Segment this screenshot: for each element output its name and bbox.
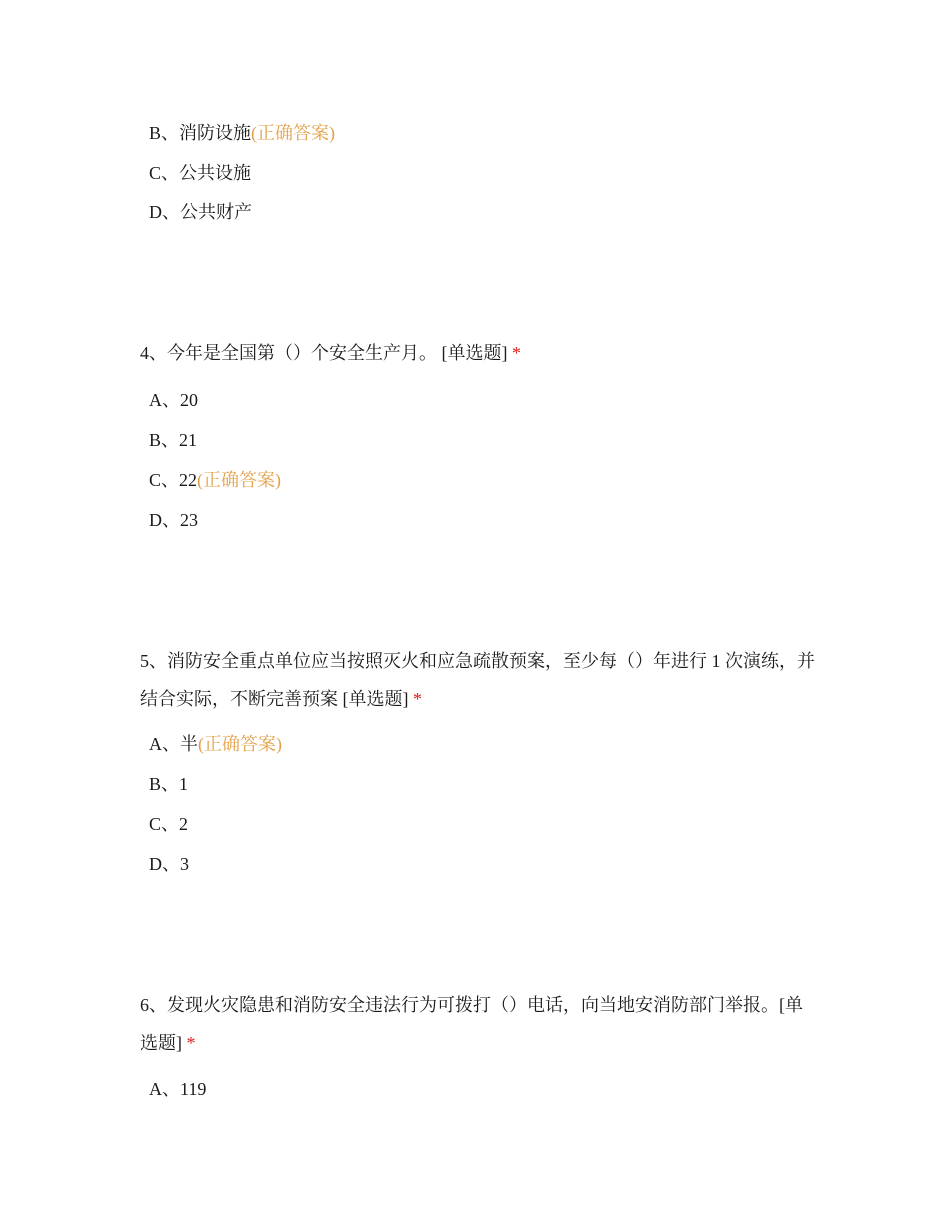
correct-answer-tag: (正确答案) xyxy=(251,123,336,143)
option-text: C、公共设施 xyxy=(149,163,252,183)
option-text: C、2 xyxy=(149,814,189,834)
option-text: B、1 xyxy=(149,774,189,794)
option-q3-d[interactable] xyxy=(149,200,252,224)
question-4-title xyxy=(140,334,820,372)
option-text: A、20 xyxy=(149,390,198,410)
question-text: 6、发现火灾隐患和消防安全违法行为可拨打（）电话，向当地安消防部门举报。[单选题] xyxy=(140,995,803,1053)
required-mark: * xyxy=(512,343,521,363)
correct-answer-tag: (正确答案) xyxy=(197,470,282,490)
correct-answer-tag: (正确答案) xyxy=(198,734,282,754)
option-q4-a[interactable] xyxy=(149,388,198,412)
option-text: D、23 xyxy=(149,510,198,530)
option-q5-d[interactable] xyxy=(149,852,189,876)
question-5-title xyxy=(140,642,820,718)
option-q4-d[interactable] xyxy=(149,508,198,532)
question-text: 5、消防安全重点单位应当按照灭火和应急疏散预案，至少每（）年进行 1 次演练，并结合实际，不断完善预案 [单选题] xyxy=(140,651,815,709)
question-6-title xyxy=(140,986,820,1062)
option-q4-c[interactable] xyxy=(149,468,281,492)
option-q5-a[interactable] xyxy=(149,732,282,756)
option-q6-a[interactable] xyxy=(149,1077,206,1101)
option-text: B、21 xyxy=(149,430,198,450)
option-text: A、119 xyxy=(149,1079,207,1099)
required-mark: * xyxy=(186,1033,196,1053)
option-text: A、半 xyxy=(149,734,198,754)
option-text: D、3 xyxy=(149,854,189,874)
option-text: B、消防设施 xyxy=(149,123,252,143)
option-q3-c[interactable] xyxy=(149,161,251,185)
question-text: 4、今年是全国第（）个安全生产月。 [单选题] xyxy=(140,343,508,363)
option-text: D、公共财产 xyxy=(149,202,252,222)
option-q4-b[interactable] xyxy=(149,428,197,452)
option-text: C、22 xyxy=(149,470,198,490)
option-q3-b[interactable] xyxy=(149,121,335,145)
option-q5-b[interactable] xyxy=(149,772,188,796)
option-q5-c[interactable] xyxy=(149,812,188,836)
required-mark: * xyxy=(413,689,422,709)
